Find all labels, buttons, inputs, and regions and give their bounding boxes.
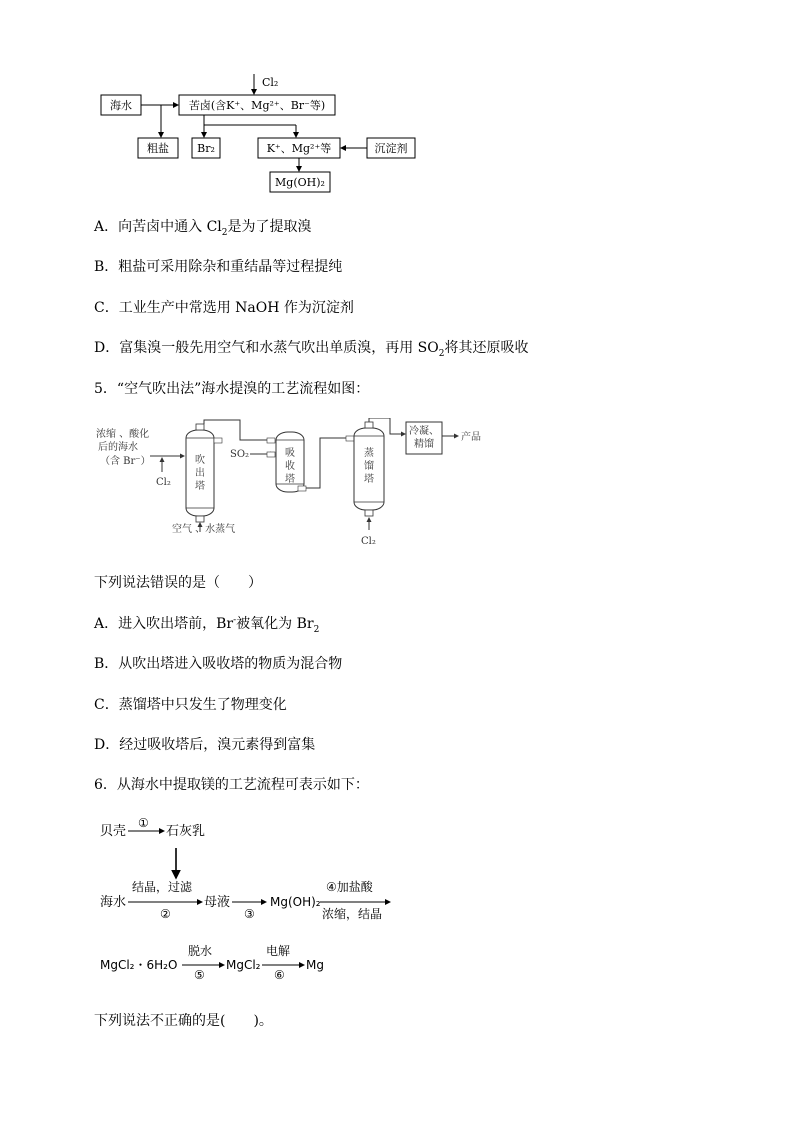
mg-label: Mg [306,958,324,972]
svg-text:塔: 塔 [364,474,374,485]
svg-text:馏: 馏 [364,461,374,472]
q5-option-b[interactable]: B．从吹出塔进入吸收塔的物质为混合物 [94,656,343,672]
q4-option-d[interactable]: D．富集溴一般先用空气和水蒸气吹出单质溴，再用 $SO_2$将其还原吸收 [94,340,529,359]
mgoh2-label: Mg(OH)₂ [270,895,321,909]
shell-label: 贝壳 [100,824,127,839]
q6-stem: 6．从海水中提取镁的工艺流程可表示如下： [94,777,369,793]
lime-label: 石灰乳 [166,824,206,839]
q5-option-c[interactable]: C．蒸馏塔中只发生了物理变化 [94,697,287,713]
product-label: 产品 [461,432,481,443]
q4-option-a[interactable]: A．向苦卤中通入 $Cl_2$是为了提取溴 [94,219,312,238]
cl2-b-label: Cl₂ [361,536,376,547]
svg-text:塔: 塔 [285,474,295,485]
svg-text:①: ① [138,816,149,830]
cl2-label: Cl₂ [262,76,279,89]
feed-line3: （含 Br⁻） [100,456,151,467]
svg-text:③: ③ [244,907,255,921]
q5-option-d[interactable]: D．经过吸收塔后，溴元素得到富集 [94,737,316,753]
svg-text:冷凝、: 冷凝、 [409,426,439,437]
svg-text:⑥: ⑥ [274,968,285,980]
k-mg-label: K⁺、Mg²⁺等 [266,142,332,155]
cl2-a-label: Cl₂ [156,477,171,488]
q4-option-c[interactable]: C．工业生产中常选用 NaOH 作为沉淀剂 [94,300,354,316]
q5-option-a[interactable]: A．进入吹出塔前，Br-被氧化为 $Br_2$ [94,615,320,635]
svg-text:⑤: ⑤ [194,968,205,980]
svg-text:浓缩，结晶: 浓缩，结晶 [322,907,383,921]
bromine-process-diagram [90,418,490,550]
q4-option-b[interactable]: B．粗盐可采用除杂和重结晶等过程提纯 [94,259,343,275]
q5-stem: 5．“空气吹出法”海水提溴的工艺流程如图： [94,381,370,397]
bittern-flow-diagram [90,70,430,195]
crude-salt-label: 粗盐 [147,142,169,155]
feed-line1: 浓缩 、酸化 [96,429,150,440]
seawater-label: 海水 [100,895,127,910]
precipitant-label: 沉淀剂 [374,142,408,155]
air-steam-label: 空气 、水蒸气 [172,524,236,535]
svg-text:收: 收 [285,461,295,472]
svg-text:吸: 吸 [285,448,295,459]
mother-liquor-label: 母液 [204,895,231,910]
svg-text:吹: 吹 [195,455,205,466]
svg-text:精馏: 精馏 [414,439,434,450]
svg-text:蒸: 蒸 [364,448,374,459]
so2-label: SO₂ [230,449,250,460]
q6-ask: 下列说法不正确的是( )。 [94,1013,273,1029]
br2-label: Br₂ [197,142,215,155]
hydrate-label: MgCl₂・6H₂O [100,958,178,972]
bittern-label: 苦卤(含K⁺、Mg²⁺、Br⁻等) [188,99,326,112]
svg-text:电解: 电解 [266,944,291,958]
svg-text:结晶，过滤: 结晶，过滤 [132,880,193,894]
svg-text:出: 出 [195,468,205,479]
svg-text:塔: 塔 [195,481,205,492]
svg-text:②: ② [160,907,171,921]
q5-ask: 下列说法错误的是（ ） [94,575,262,591]
mgcl2-label: MgCl₂ [226,958,261,972]
feed-line2: 后的海水 [98,442,138,453]
magnesium-flow-diagram [94,812,414,980]
svg-text:脱水: 脱水 [188,944,213,958]
seawater-label: 海水 [110,99,132,112]
svg-text:④加盐酸: ④加盐酸 [326,880,373,894]
mgoh2-label: Mg(OH)₂ [275,176,325,189]
